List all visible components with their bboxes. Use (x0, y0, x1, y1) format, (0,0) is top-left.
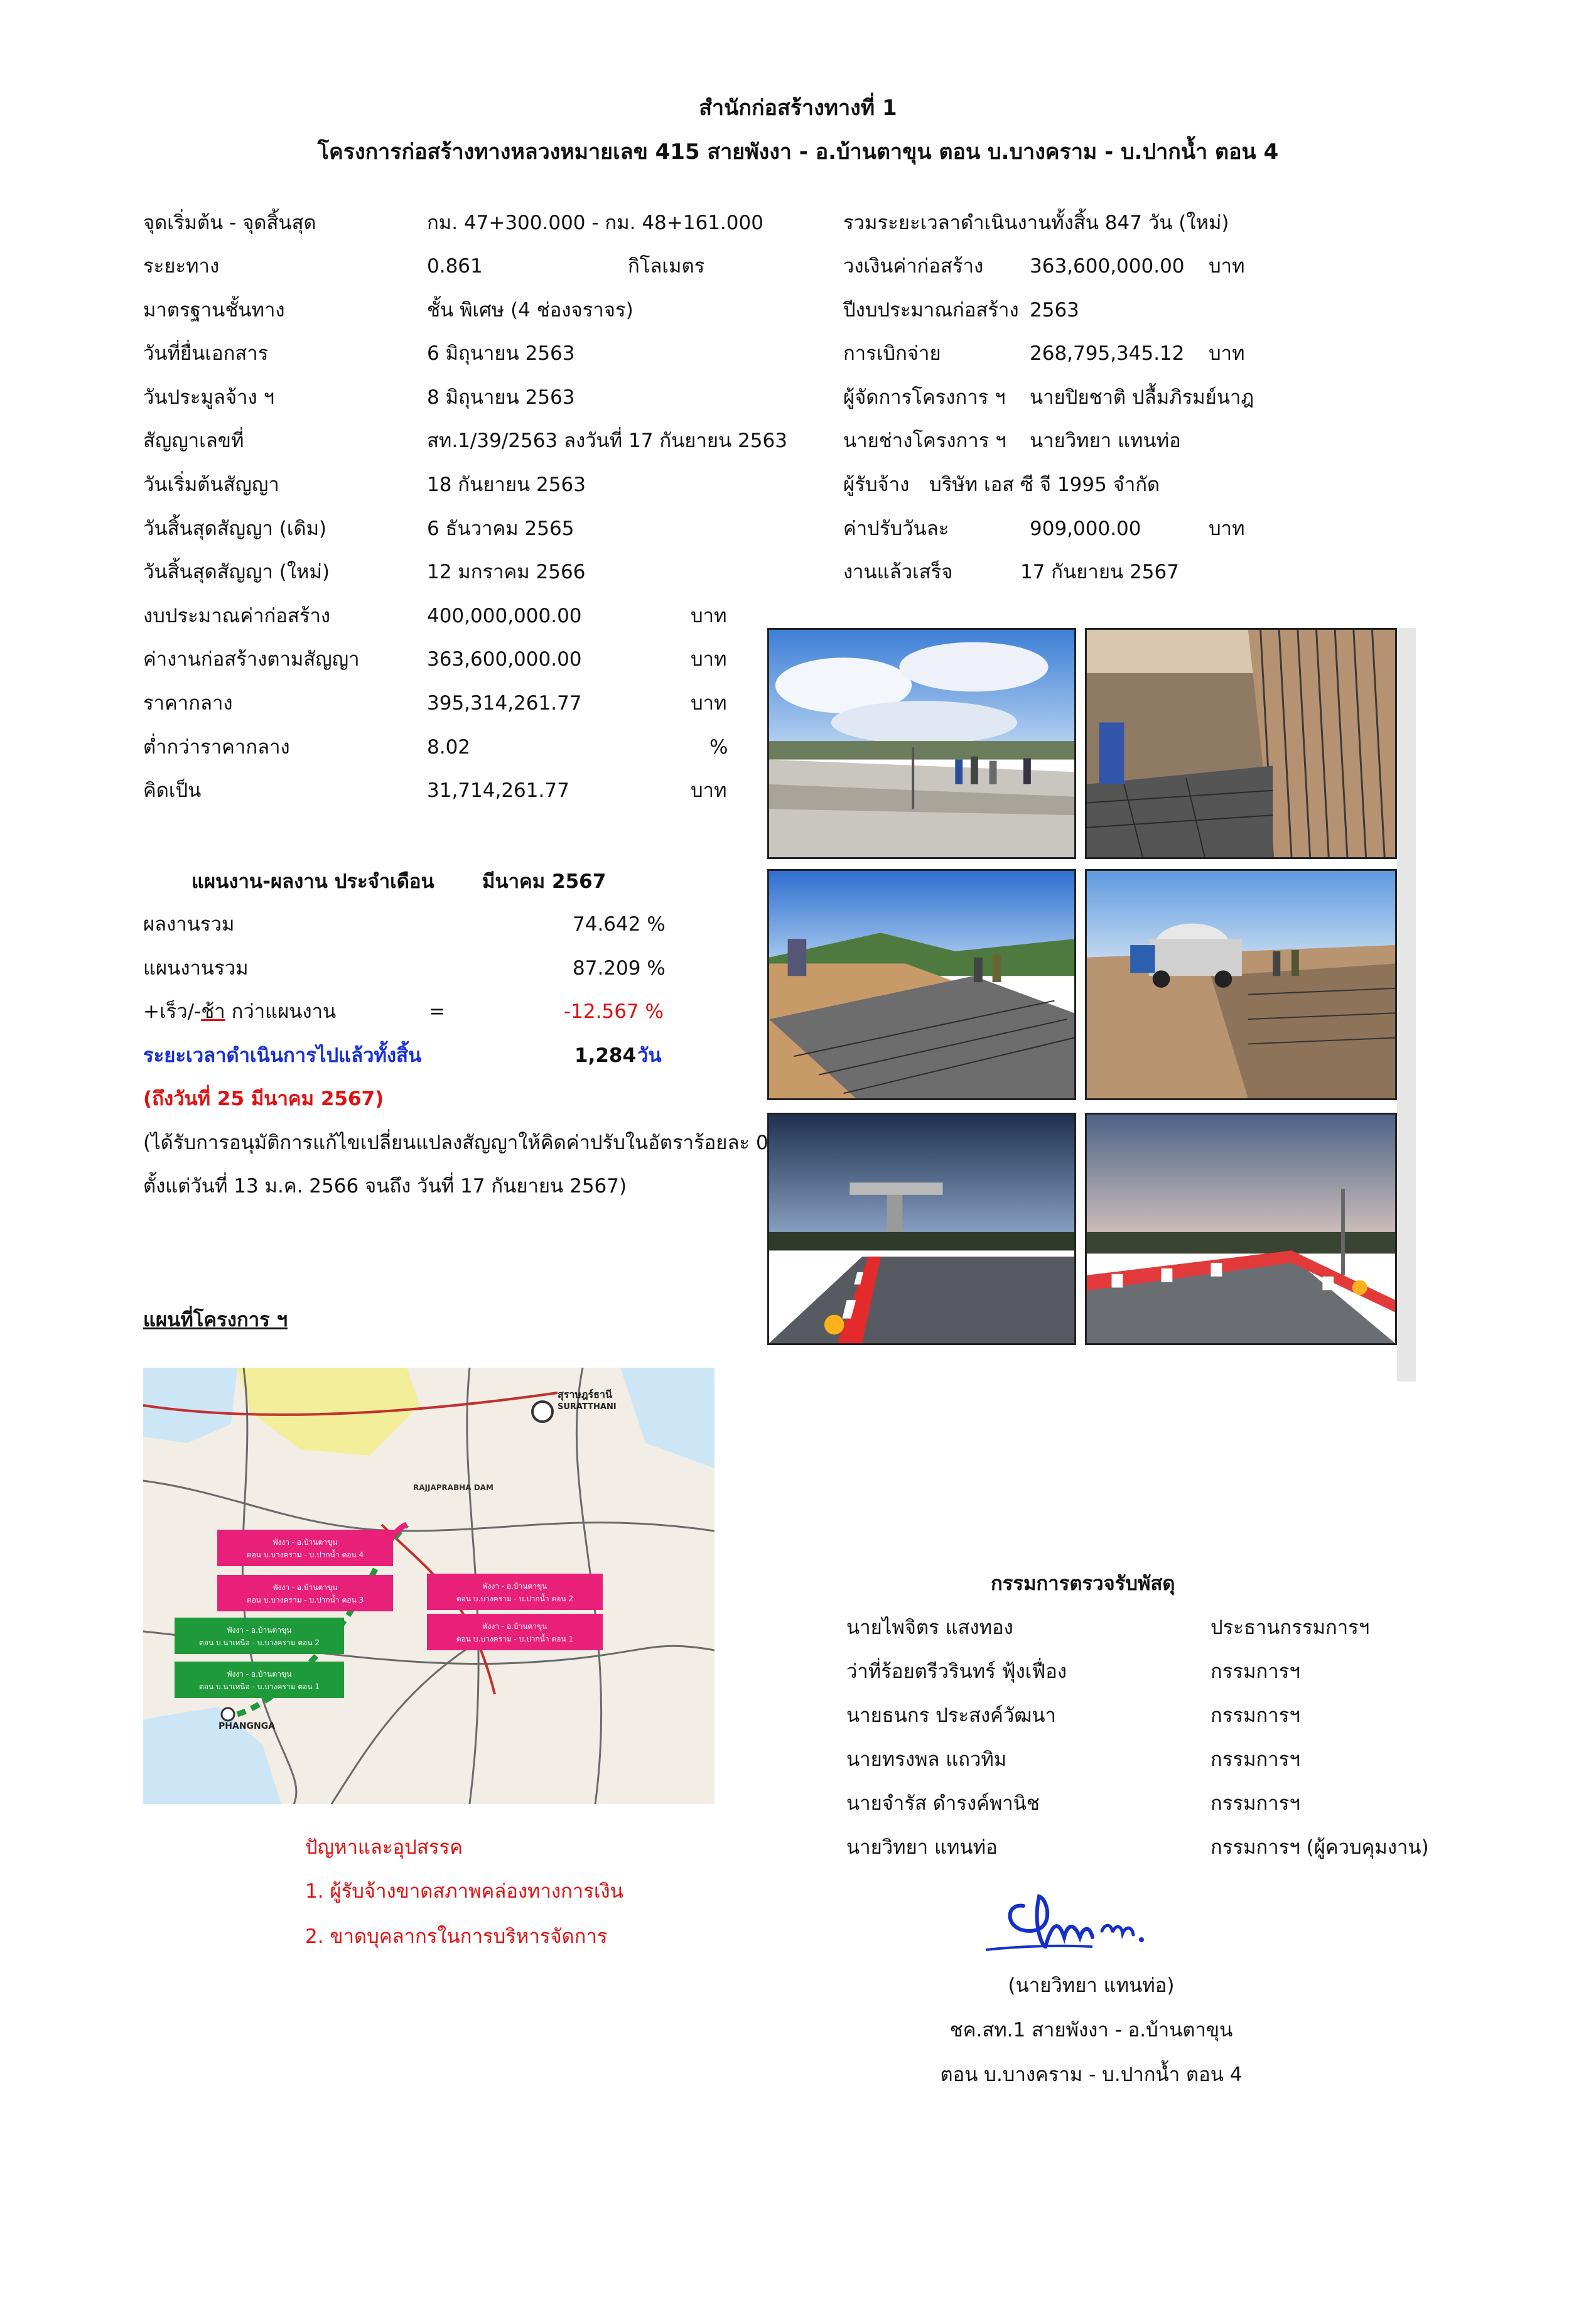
progress-heading: แผนงาน-ผลงาน ประจำเดือน (191, 870, 434, 893)
diff-suffix: กว่าแผนงาน (225, 1000, 337, 1023)
problems-heading: ปัญหาและอุปสรรค (305, 1836, 463, 1859)
committee-member-name: นายทรงพล แถวทิม (846, 1748, 1007, 1771)
approval-note-line1: (ได้รับการอนุมัติการแก้ไขเปลี่ยนแปลงสัญญาให้คิดค่าปรับในอัตราร้อยละ 0 (143, 1132, 768, 1154)
info-label: วันสิ้นสุดสัญญา (เดิม) (143, 517, 327, 540)
info-label: คิดเป็น (143, 779, 202, 802)
elapsed-value: 1,284 (574, 1044, 637, 1067)
summary-label: ค่าปรับวันละ (843, 517, 949, 540)
info-value: ชั้น พิเศษ (4 ช่องจราจร) (427, 299, 634, 322)
committee-member-name: นายธนกร ประสงค์วัฒนา (846, 1704, 1056, 1727)
info-value: 8 มิถุนายน 2563 (427, 386, 575, 409)
elapsed-label: ระยะเวลาดำเนินการไปแล้วทั้งสิ้น (143, 1044, 422, 1067)
actual-label: ผลงานรวม (143, 913, 235, 936)
committee-member-role: กรรมการฯ (ผู้ควบคุมงาน) (1210, 1836, 1429, 1859)
map-label-surat-en: SURATTHANI (558, 1402, 617, 1412)
summary-value: 363,600,000.00 (1030, 255, 1185, 278)
diff-prefix: +เร็ว/- (143, 1000, 202, 1023)
info-label: ระยะทาง (143, 255, 220, 278)
project-map (143, 1368, 714, 1804)
summary-unit: บาท (1209, 255, 1245, 278)
summary-value: 909,000.00 (1030, 517, 1141, 540)
elapsed-unit: วัน (637, 1044, 662, 1067)
info-label: วันที่ยื่นเอกสาร (143, 342, 269, 365)
info-label: สัญญาเลขที่ (143, 430, 244, 452)
photo-overpass-dusk (767, 1113, 1076, 1345)
info-value: 31,714,261.77 (427, 779, 569, 802)
info-value: 12 มกราคม 2566 (427, 561, 586, 583)
map-label-surat: สุราษฎร์ธานี (558, 1388, 612, 1400)
info-unit: กิโลเมตร (628, 255, 705, 278)
info-unit: บาท (691, 779, 727, 802)
map-seg3-line2: ตอน บ.บางคราม - บ.ปากน้ำ ตอน 3 (246, 1596, 364, 1604)
info-unit: บาท (691, 648, 727, 671)
photo-rebar-retaining-wall (1085, 628, 1397, 859)
summary-label: งานแล้วเสร็จ (843, 561, 953, 583)
summary-value: นายวิทยา แทนท่อ (1030, 430, 1181, 452)
info-value: 400,000,000.00 (427, 605, 582, 627)
map-seg4-line2: ตอน บ.บางคราม - บ.ปากน้ำ ตอน 4 (246, 1550, 364, 1559)
photo-concrete-mixer-truck (1085, 869, 1397, 1100)
map-seg2g-line1: พังงา - อ.บ้านตาขุน (227, 1626, 292, 1635)
signature-image (979, 1887, 1168, 1962)
header-project-title: โครงการก่อสร้างทางหลวงหมายเลข 415 สายพังงา - อ.บ้านตาขุน ตอน บ.บางคราม - บ.ปากน้ำ ตอน 4 (317, 139, 1279, 165)
info-value: 363,600,000.00 (427, 648, 582, 671)
summary-label: นายช่างโครงการ ฯ (843, 430, 1006, 452)
committee-member-role: ประธานกรรมการฯ (1210, 1616, 1370, 1639)
map-seg4-line1: พังงา - อ.บ้านตาขุน (272, 1538, 338, 1547)
photo-road-barrier-dusk (1085, 1113, 1397, 1345)
diff-value: -12.567 % (564, 1000, 664, 1023)
diff-label (143, 999, 336, 1024)
info-value: กม. 47+300.000 - กม. 48+161.000 (427, 212, 763, 234)
info-label: ราคากลาง (143, 692, 233, 715)
info-value: 395,314,261.77 (427, 692, 582, 715)
map-seg1g-line2: ตอน บ.นาเหนือ - บ.บางคราม ตอน 1 (198, 1682, 320, 1691)
map-seg2p-line1: พังงา - อ.บ้านตาขุน (482, 1582, 547, 1591)
plan-value: 87.209 % (573, 957, 666, 980)
info-label: วันประมูลจ้าง ฯ (143, 386, 274, 409)
progress-month: มีนาคม 2567 (482, 870, 607, 893)
plan-label: แผนงานรวม (143, 957, 249, 980)
committee-member-name: นายไพจิตร แสงทอง (846, 1616, 1013, 1639)
info-value: 18 กันยายน 2563 (427, 473, 586, 496)
info-unit: บาท (691, 605, 727, 627)
problem-item: 2. ขาดบุคลากรในการบริหารจัดการ (305, 1925, 608, 1948)
problem-item: 1. ผู้รับจ้างขาดสภาพคล่องทางการเงิน (305, 1880, 623, 1903)
map-heading: แผนที่โครงการ ฯ (143, 1309, 288, 1331)
signature-position: ชค.สท.1 สายพังงา - อ.บ้านตาขุน (949, 2019, 1233, 2041)
photo-grid-shadow (1397, 628, 1416, 1381)
summary-label: การเบิกจ่าย (843, 342, 941, 365)
photo-rebar-roadside-drain (767, 869, 1076, 1100)
signature-section: ตอน บ.บางคราม - บ.ปากน้ำ ตอน 4 (940, 2063, 1243, 2086)
summary-unit: บาท (1209, 342, 1245, 365)
summary-label: ผู้จัดการโครงการ ฯ (843, 386, 1006, 409)
summary-label: ปีงบประมาณก่อสร้าง (843, 299, 1019, 322)
map-seg1p-line2: ตอน บ.บางคราม - บ.ปากน้ำ ตอน 1 (456, 1635, 574, 1643)
header-office: สำนักก่อสร้างทางที่ 1 (699, 95, 897, 121)
summary-value: นายปิยชาติ ปลื้มภิรมย์นาฎ (1030, 386, 1254, 409)
committee-member-name: นายจำรัส ดำรงค์พานิช (846, 1792, 1040, 1815)
committee-member-role: กรรมการฯ (1210, 1792, 1300, 1815)
info-value: สท.1/39/2563 ลงวันที่ 17 กันยายน 2563 (427, 430, 787, 452)
actual-value: 74.642 % (573, 913, 666, 936)
committee-member-name: นายวิทยา แทนท่อ (846, 1836, 998, 1859)
approval-note-line2: ตั้งแต่วันที่ 13 ม.ค. 2566 จนถึง วันที่ 17 กันยายน 2567) (143, 1175, 627, 1198)
summary-unit: บาท (1209, 517, 1245, 540)
map-seg2g-line2: ตอน บ.นาเหนือ - บ.บางคราม ตอน 2 (198, 1638, 320, 1647)
summary-value: 268,795,345.12 (1030, 342, 1185, 365)
info-value: 0.861 (427, 255, 483, 278)
info-value: 6 ธันวาคม 2565 (427, 517, 574, 540)
info-label: วันสิ้นสุดสัญญา (ใหม่) (143, 561, 330, 583)
committee-member-role: กรรมการฯ (1210, 1660, 1300, 1683)
summary-value: 17 กันยายน 2567 (1020, 561, 1179, 583)
committee-member-role: กรรมการฯ (1210, 1748, 1300, 1771)
map-seg2p-line2: ตอน บ.บางคราม - บ.ปากน้ำ ตอน 2 (456, 1594, 574, 1603)
info-label: งบประมาณค่าก่อสร้าง (143, 605, 331, 627)
info-label: จุดเริ่มต้น - จุดสิ้นสุด (143, 212, 316, 234)
info-unit: บาท (691, 692, 727, 715)
diff-equals: = (429, 1000, 445, 1023)
info-label: ต่ำกว่าราคากลาง (143, 736, 290, 759)
map-label-dam: RAJJAPRABHA DAM (413, 1483, 493, 1492)
as-of-date: (ถึงวันที่ 25 มีนาคม 2567) (143, 1088, 384, 1110)
committee-member-role: กรรมการฯ (1210, 1704, 1300, 1727)
info-label: วันเริ่มต้นสัญญา (143, 473, 279, 496)
map-seg1p-line1: พังงา - อ.บ้านตาขุน (482, 1622, 547, 1631)
diff-slow: ช้า (201, 1000, 225, 1023)
summary-value: 2563 (1030, 299, 1079, 322)
total-duration: รวมระยะเวลาดำเนินงานทั้งสิ้น 847 วัน (ใหม่) (843, 212, 1229, 234)
summary-value: บริษัท เอส ซี จี 1995 จำกัด (929, 473, 1160, 496)
map-seg1g-line1: พังงา - อ.บ้านตาขุน (227, 1670, 292, 1679)
info-value: 6 มิถุนายน 2563 (427, 342, 575, 365)
info-value: 8.02 (427, 736, 471, 759)
map-label-phangnga: PHANGNGA (218, 1721, 276, 1731)
info-label: มาตรฐานชั้นทาง (143, 299, 285, 322)
photo-bridge-deck-workers (767, 628, 1076, 859)
summary-label: ผู้รับจ้าง (843, 473, 910, 496)
info-unit: % (709, 736, 728, 759)
committee-member-name: ว่าที่ร้อยตรีวรินทร์ ฟุ้งเฟื่อง (846, 1660, 1067, 1683)
committee-heading: กรรมการตรวจรับพัสดุ (991, 1572, 1175, 1595)
map-seg3-line1: พังงา - อ.บ้านตาขุน (272, 1583, 338, 1592)
signature-name: (นายวิทยา แทนท่อ) (1008, 1974, 1175, 1997)
summary-label: วงเงินค่าก่อสร้าง (843, 255, 984, 278)
info-label: ค่างานก่อสร้างตามสัญญา (143, 648, 360, 671)
